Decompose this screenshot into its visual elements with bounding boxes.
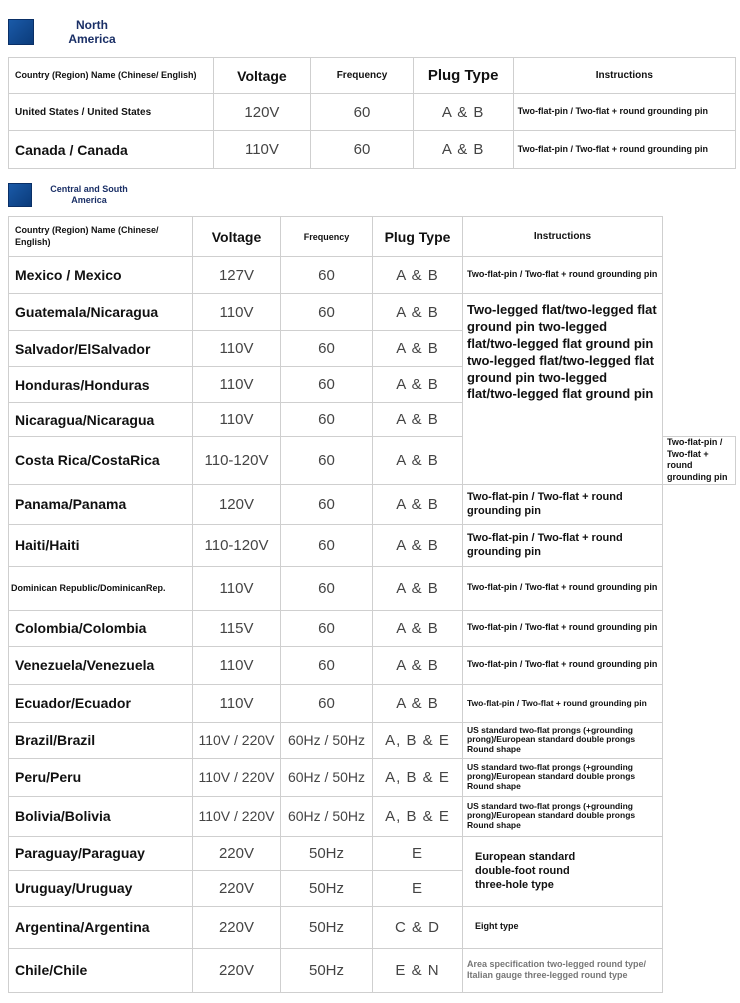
north-america-table <box>8 57 736 169</box>
header-plug-type: Plug Type <box>413 58 513 94</box>
header-voltage: Voltage <box>193 217 281 257</box>
plug-cell: A, B & E <box>373 758 463 796</box>
country-cell: Honduras/Honduras <box>9 367 193 403</box>
country-cell: Costa Rica/CostaRica <box>9 437 193 485</box>
header-country: Country (Region) Name (Chinese/ English) <box>9 58 214 94</box>
voltage-cell: 110V / 220V <box>193 722 281 758</box>
instructions-cell: Two-flat-pin / Two-flat + round grounding pin <box>463 610 663 646</box>
country-cell: Nicaragua/Nicaragua <box>9 403 193 437</box>
section-square-icon <box>8 19 34 45</box>
table-row <box>9 906 736 948</box>
instructions-cell: Two-flat-pin / Two-flat + round grounding pin <box>463 646 663 684</box>
country-cell: Salvador/ElSalvador <box>9 331 193 367</box>
frequency-cell: 60 <box>281 610 373 646</box>
voltage-cell: 110V <box>193 367 281 403</box>
country-cell: Venezuela/Venezuela <box>9 646 193 684</box>
instructions-cell: Two-flat-pin / Two-flat + round grounding pin <box>463 524 663 566</box>
instructions-cell-merged: European standard double-foot round three-hole type <box>463 836 663 906</box>
table-row <box>9 610 736 646</box>
frequency-cell: 60Hz / 50Hz <box>281 722 373 758</box>
instructions-cell: Eight type <box>463 906 663 948</box>
frequency-cell: 60 <box>281 437 373 485</box>
voltage-cell: 127V <box>193 257 281 294</box>
instructions-cell-merged: Two-legged flat/two-legged flat ground pin two-legged flat/two-legged flat ground pin two-legged flat/two-legged flat ground pin two-legged flat/two-legged flat ground pin <box>463 294 663 485</box>
plug-cell: A, B & E <box>373 722 463 758</box>
section-header-central-south-america <box>8 183 134 207</box>
plug-cell: A & B <box>373 331 463 367</box>
voltage-cell: 110V <box>193 331 281 367</box>
table-header-row <box>9 58 736 94</box>
instructions-cell: Two-flat-pin / Two-flat + round grounding pin <box>513 94 735 131</box>
country-cell: United States / United States <box>9 94 214 131</box>
plug-cell: E <box>373 836 463 870</box>
frequency-cell: 60 <box>281 294 373 331</box>
voltage-cell: 220V <box>193 906 281 948</box>
table-row <box>9 836 736 870</box>
country-cell: Canada / Canada <box>9 131 214 169</box>
country-cell: Ecuador/Ecuador <box>9 684 193 722</box>
plug-cell: A & B <box>373 566 463 610</box>
voltage-cell: 110-120V <box>193 437 281 485</box>
instructions-cell: Two-flat-pin / Two-flat + round grounding pin <box>463 484 663 524</box>
header-voltage: Voltage <box>213 58 311 94</box>
section-title: North America <box>68 18 116 47</box>
country-cell: Haiti/Haiti <box>9 524 193 566</box>
voltage-cell: 120V <box>213 94 311 131</box>
header-frequency: Frequency <box>311 58 413 94</box>
frequency-cell: 60 <box>281 367 373 403</box>
plug-cell: A & B <box>373 484 463 524</box>
country-cell: Dominican Republic/DominicanRep. <box>9 566 193 610</box>
country-cell: Peru/Peru <box>9 758 193 796</box>
plug-cell: A & B <box>373 524 463 566</box>
table-row <box>9 646 736 684</box>
frequency-cell: 60 <box>311 94 413 131</box>
header-country: Country (Region) Name (Chinese/ English) <box>9 217 193 257</box>
country-cell: Argentina/Argentina <box>9 906 193 948</box>
country-cell: Chile/Chile <box>9 948 193 992</box>
voltage-cell: 110-120V <box>193 524 281 566</box>
instructions-cell: US standard two-flat prongs (+grounding prong)/European standard double prongs Round shape <box>463 758 663 796</box>
country-cell: Brazil/Brazil <box>9 722 193 758</box>
plug-cell: A & B <box>413 131 513 169</box>
table-row <box>9 796 736 836</box>
table-row <box>9 94 736 131</box>
frequency-cell: 60 <box>281 566 373 610</box>
table-row <box>9 684 736 722</box>
header-frequency: Frequency <box>281 217 373 257</box>
voltage-cell: 110V <box>193 646 281 684</box>
frequency-cell: 50Hz <box>281 906 373 948</box>
voltage-cell: 110V <box>193 684 281 722</box>
plug-cell: A & B <box>373 294 463 331</box>
voltage-cell: 110V <box>213 131 311 169</box>
frequency-cell: 50Hz <box>281 948 373 992</box>
plug-cell: A & B <box>413 94 513 131</box>
voltage-cell: 110V / 220V <box>193 796 281 836</box>
instructions-cell: Two-flat-pin / Two-flat + round grounding pin <box>663 437 736 485</box>
instructions-cell: Area specification two-legged round type/ Italian gauge three-legged round type <box>463 948 663 992</box>
section-header-north-america <box>8 18 132 47</box>
plug-cell: C & D <box>373 906 463 948</box>
plug-cell: A & B <box>373 367 463 403</box>
table-header-row <box>9 217 736 257</box>
header-plug-type: Plug Type <box>373 217 463 257</box>
country-cell: Guatemala/Nicaragua <box>9 294 193 331</box>
table-row <box>9 566 736 610</box>
voltage-cell: 120V <box>193 484 281 524</box>
country-cell: Colombia/Colombia <box>9 610 193 646</box>
frequency-cell: 60Hz / 50Hz <box>281 796 373 836</box>
table-row <box>9 722 736 758</box>
instructions-cell: Two-flat-pin / Two-flat + round grounding pin <box>463 684 663 722</box>
plug-cell: A & B <box>373 684 463 722</box>
country-cell: Bolivia/Bolivia <box>9 796 193 836</box>
plug-cell: A & B <box>373 437 463 485</box>
frequency-cell: 60 <box>281 646 373 684</box>
table-row <box>9 948 736 992</box>
voltage-cell: 110V <box>193 566 281 610</box>
table-row <box>9 524 736 566</box>
country-cell: Mexico / Mexico <box>9 257 193 294</box>
country-cell: Panama/Panama <box>9 484 193 524</box>
instructions-cell: Two-flat-pin / Two-flat + round grounding pin <box>513 131 735 169</box>
voltage-cell: 220V <box>193 836 281 870</box>
voltage-cell: 220V <box>193 948 281 992</box>
frequency-cell: 60Hz / 50Hz <box>281 758 373 796</box>
frequency-cell: 50Hz <box>281 870 373 906</box>
frequency-cell: 50Hz <box>281 836 373 870</box>
central-south-america-table <box>8 216 736 993</box>
frequency-cell: 60 <box>281 524 373 566</box>
header-instructions: Instructions <box>513 58 735 94</box>
section-square-icon <box>8 183 32 207</box>
frequency-cell: 60 <box>281 484 373 524</box>
plug-cell: E <box>373 870 463 906</box>
frequency-cell: 60 <box>281 684 373 722</box>
plug-cell: A & B <box>373 403 463 437</box>
plug-cell: A & B <box>373 646 463 684</box>
table-row <box>9 294 736 331</box>
instructions-cell: US standard two-flat prongs (+grounding prong)/European standard double prongs Round shape <box>463 796 663 836</box>
instructions-cell: Two-flat-pin / Two-flat + round grounding pin <box>463 257 663 294</box>
voltage-cell: 110V <box>193 403 281 437</box>
instructions-cell: Two-flat-pin / Two-flat + round grounding pin <box>463 566 663 610</box>
frequency-cell: 60 <box>311 131 413 169</box>
header-instructions: Instructions <box>463 217 663 257</box>
voltage-cell: 115V <box>193 610 281 646</box>
voltage-cell: 220V <box>193 870 281 906</box>
table-row <box>9 131 736 169</box>
frequency-cell: 60 <box>281 257 373 294</box>
frequency-cell: 60 <box>281 403 373 437</box>
frequency-cell: 60 <box>281 331 373 367</box>
table-row <box>9 484 736 524</box>
voltage-cell: 110V <box>193 294 281 331</box>
country-cell: Paraguay/Paraguay <box>9 836 193 870</box>
table-row <box>9 257 736 294</box>
plug-cell: A, B & E <box>373 796 463 836</box>
plug-cell: A & B <box>373 257 463 294</box>
table-row <box>9 758 736 796</box>
plug-cell: E & N <box>373 948 463 992</box>
instructions-cell: US standard two-flat prongs (+grounding prong)/European standard double prongs Round shape <box>463 722 663 758</box>
section-title: Central and South America <box>50 184 128 205</box>
plug-cell: A & B <box>373 610 463 646</box>
voltage-cell: 110V / 220V <box>193 758 281 796</box>
country-cell: Uruguay/Uruguay <box>9 870 193 906</box>
